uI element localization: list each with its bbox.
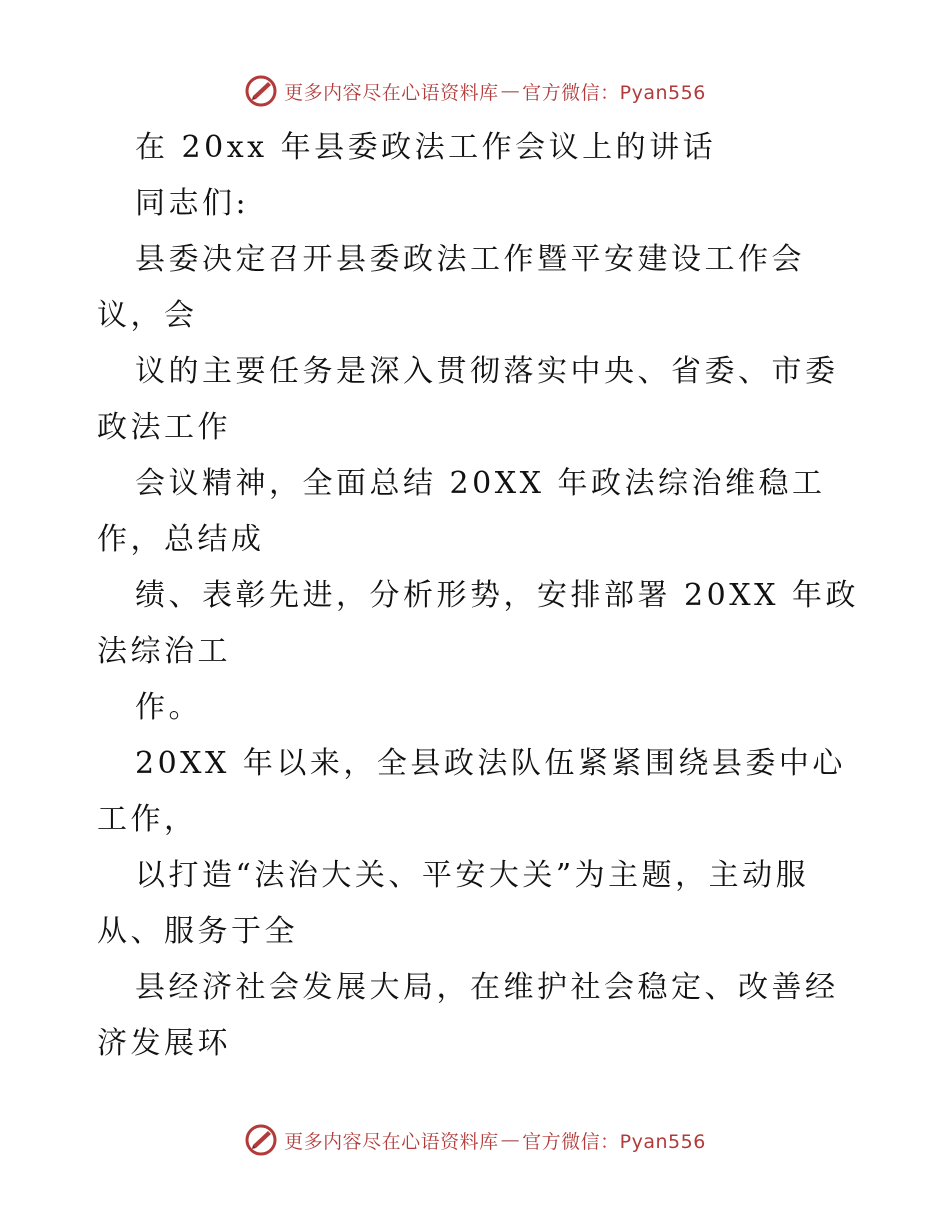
text-line: 在 20xx 年县委政法工作会议上的讲话 <box>135 130 717 165</box>
watermark-separator: — <box>500 80 521 102</box>
text-line: 同志们: <box>135 186 250 221</box>
logo-icon <box>244 1123 278 1157</box>
document-body <box>97 120 857 1072</box>
watermark-contact: 官方微信：Pyan556 <box>522 81 706 104</box>
text-line: 济发展环 <box>97 1026 231 1061</box>
text-line: 20XX 年以来，全县政法队伍紧紧围绕县委中心 <box>135 746 846 781</box>
text-line: 法综治工 <box>97 634 231 669</box>
text-line: 政法工作 <box>97 410 231 445</box>
text-line: 绩、表彰先进，分析形势，安排部署 20XX 年政 <box>135 578 859 613</box>
text-line: 会议精神，全面总结 20XX 年政法综治维稳工 <box>135 466 826 501</box>
logo-icon <box>244 74 278 108</box>
text-line: 以打造“法治大关、平安大关”为主题，主动服 <box>135 858 810 893</box>
watermark-footer <box>0 1120 950 1160</box>
text-line: 县委决定召开县委政法工作暨平安建设工作会 <box>135 242 805 277</box>
watermark-contact: 官方微信：Pyan556 <box>522 1130 706 1153</box>
text-line: 议的主要任务是深入贯彻落实中央、省委、市委 <box>135 354 839 389</box>
watermark-text: 更多内容尽在心语资料库 <box>284 81 499 104</box>
text-line: 作，总结成 <box>97 522 265 557</box>
watermark-header <box>0 71 950 111</box>
text-line: 从、服务于全 <box>97 914 298 949</box>
watermark-text: 更多内容尽在心语资料库 <box>284 1130 499 1153</box>
watermark-separator: — <box>500 1129 521 1151</box>
document-text <box>97 120 857 1072</box>
text-line: 议，会 <box>97 298 198 333</box>
text-line: 县经济社会发展大局，在维护社会稳定、改善经 <box>135 970 839 1005</box>
text-line: 作。 <box>135 690 202 725</box>
text-line: 工作， <box>97 802 198 837</box>
